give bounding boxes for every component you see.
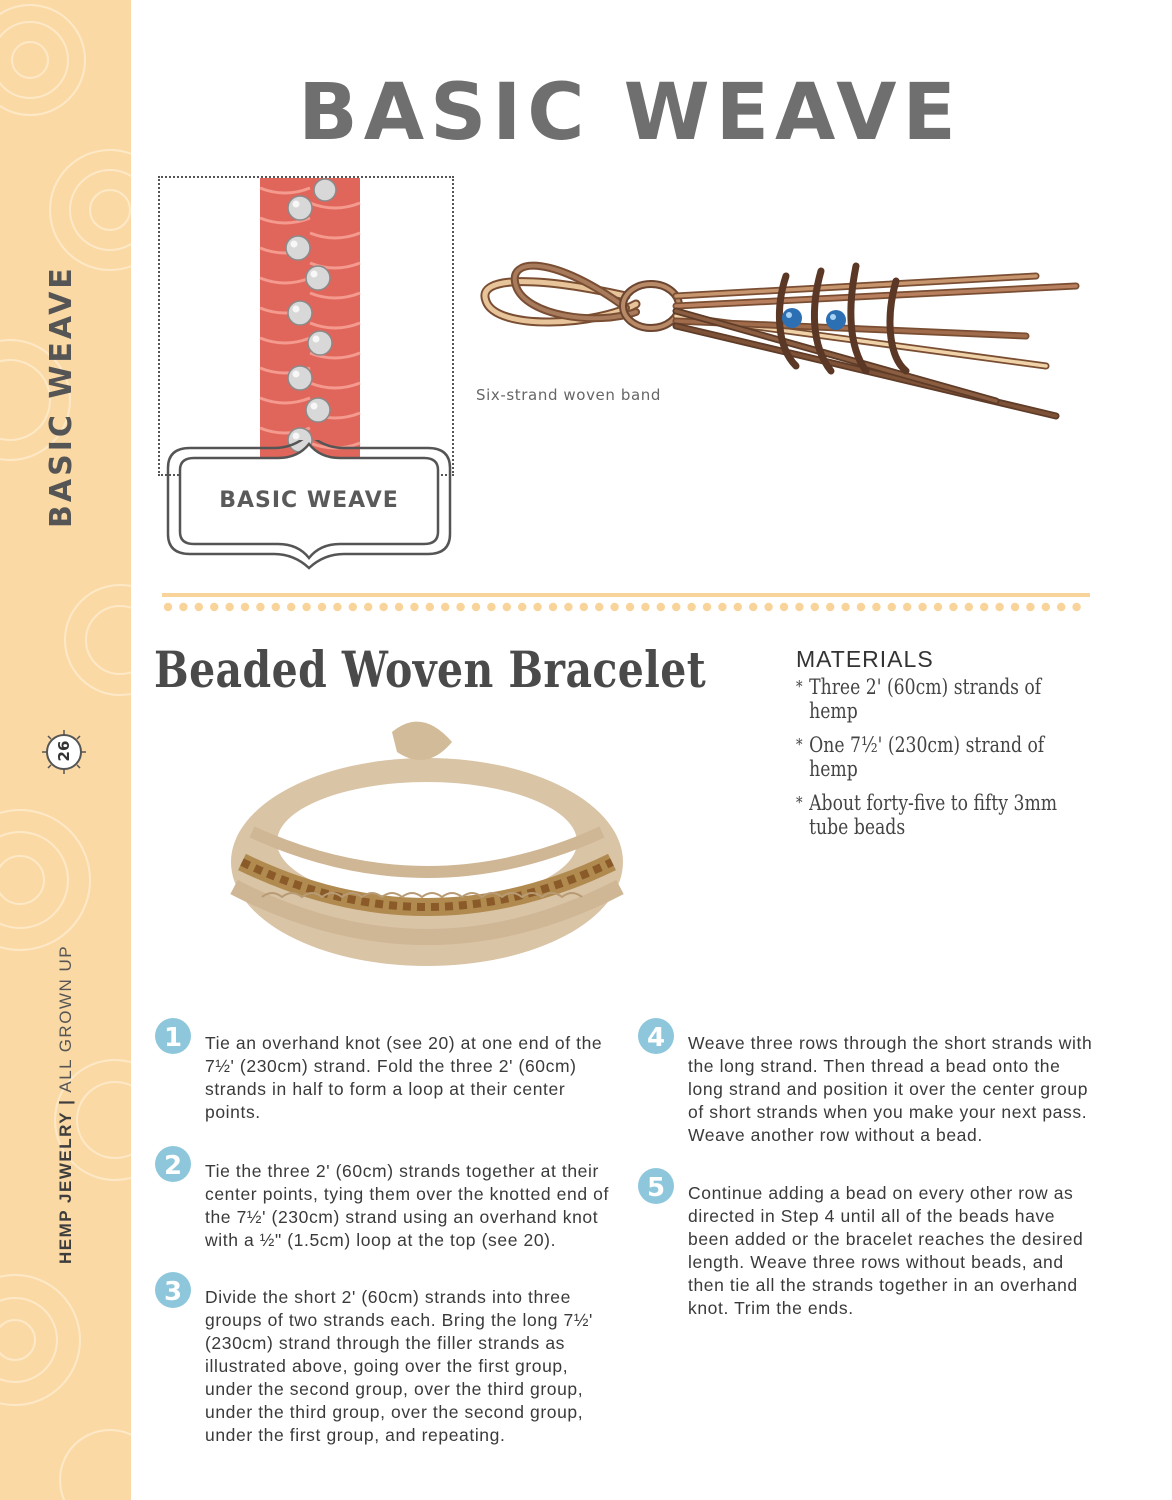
divider-dot (626, 603, 634, 611)
footer-separator: | (56, 1098, 75, 1105)
divider-dot (795, 603, 803, 611)
step-text: Divide the short 2' (60cm) strands into three groups of two strands each. Bring the long 7½' (230cm) strand through the filler strands as illustrated above, going over the first group, under the second group, over the third group, under the third group, over the second group, under the first group, and repeating. (205, 1287, 593, 1445)
divider-dot (441, 603, 449, 611)
divider-dot (780, 603, 788, 611)
step-text: Tie the three 2' (60cm) strands together at their center points, tying them over the knotted end of the 7½' (230cm) strand using an overhand knot with a ½" (1.5cm) loop at the top (see 20). (205, 1161, 609, 1250)
divider-dot (518, 603, 526, 611)
dotted-divider (162, 592, 1090, 614)
divider-dot (549, 603, 557, 611)
sidebar (0, 0, 131, 1500)
bullet-icon: * (796, 735, 803, 754)
svg-text:5: 5 (646, 1173, 666, 1203)
bullet-icon: * (796, 793, 803, 812)
divider-dot (734, 603, 742, 611)
materials-heading: MATERIALS (796, 646, 934, 672)
divider-dot (826, 603, 834, 611)
divider-dot (364, 603, 372, 611)
divider-dot (241, 603, 249, 611)
step-number-badge (155, 1018, 191, 1054)
book-title-footer (56, 944, 82, 1264)
weave-photo (158, 176, 454, 476)
divider-dot (995, 603, 1003, 611)
divider-dot (272, 603, 280, 611)
svg-text:2: 2 (163, 1151, 183, 1181)
book-title: HEMP JEWELRY (56, 1110, 75, 1264)
sidebar-section-title: BASIC WEAVE (44, 265, 79, 528)
step-text: Continue adding a bead on every other row as directed in Step 4 until all of the beads have been added or the bracelet reaches the desired length. Weave three rows without beads, and then tie all the strands together in an overhand knot. Trim the ends. (688, 1183, 1084, 1318)
divider-dot (1057, 603, 1065, 611)
divider-dot (333, 603, 341, 611)
divider-dot (472, 603, 480, 611)
materials-item-text: One 7½' (230cm) strand of hemp (809, 733, 1045, 781)
step-number-badge (155, 1272, 191, 1308)
step-number-badge (638, 1168, 674, 1204)
divider-dot (318, 603, 326, 611)
divider-dot (1042, 603, 1050, 611)
book-subtitle: ALL GROWN UP (56, 944, 75, 1093)
divider-dot (718, 603, 726, 611)
step-number-badge (638, 1018, 674, 1054)
divider-dot (210, 603, 218, 611)
divider-dot (595, 603, 603, 611)
feature-label: BASIC WEAVE (219, 488, 399, 513)
divider-dot (1072, 603, 1080, 611)
divider-dot (580, 603, 588, 611)
divider-dot (487, 603, 495, 611)
diagram-caption: Six-strand woven band (476, 386, 661, 404)
svg-text:4: 4 (646, 1023, 666, 1053)
divider-dot (610, 603, 618, 611)
materials-list (796, 675, 1096, 839)
divider-dot (703, 603, 711, 611)
page-number-badge (42, 730, 86, 774)
divider-dot (934, 603, 942, 611)
materials-item (796, 733, 1058, 781)
svg-text:1: 1 (163, 1023, 183, 1053)
divider-dot (379, 603, 387, 611)
materials-item (796, 791, 1058, 839)
six-strand-diagram (476, 236, 1096, 436)
divider-dot (1011, 603, 1019, 611)
svg-text:3: 3 (163, 1277, 183, 1307)
page-title: BASIC WEAVE (298, 68, 962, 158)
bullet-icon: * (796, 677, 803, 696)
divider-dot (888, 603, 896, 611)
divider-dot (287, 603, 295, 611)
divider-dot (980, 603, 988, 611)
divider-dot (349, 603, 357, 611)
divider-dot (857, 603, 865, 611)
step-text: Weave three rows through the short strands with the long strand. Then thread a bead onto the long strand and position it over the center group of short strands when you make your next pass. Weave another row without a bead. (688, 1033, 1093, 1145)
page-number: 26 (55, 740, 73, 762)
materials-item-text: Three 2' (60cm) strands of hemp (809, 675, 1042, 723)
divider-dot (302, 603, 310, 611)
step-number-badge (155, 1146, 191, 1182)
divider-dot (811, 603, 819, 611)
materials-item (796, 675, 1058, 723)
divider-dot (410, 603, 418, 611)
divider-dot (256, 603, 264, 611)
divider-dot (903, 603, 911, 611)
divider-dot (225, 603, 233, 611)
materials-box (796, 646, 1096, 849)
divider-dot (456, 603, 464, 611)
bracelet-photo (222, 712, 632, 990)
divider-dot (949, 603, 957, 611)
divider-dot (764, 603, 772, 611)
divider-dot (426, 603, 434, 611)
divider-dot (749, 603, 757, 611)
divider-dot (841, 603, 849, 611)
divider-dot (533, 603, 541, 611)
divider-dot (872, 603, 880, 611)
divider-dot (564, 603, 572, 611)
divider-dot (164, 603, 172, 611)
divider-dot (179, 603, 187, 611)
divider-dot (1026, 603, 1034, 611)
divider-dot (503, 603, 511, 611)
divider-dot (965, 603, 973, 611)
materials-item-text: About forty-five to fifty 3mm tube beads (809, 791, 1058, 839)
divider-dot (672, 603, 680, 611)
divider-dot (918, 603, 926, 611)
project-title: Beaded Woven Bracelet (154, 640, 707, 699)
divider-dot (687, 603, 695, 611)
divider-dot (657, 603, 665, 611)
divider-dot (395, 603, 403, 611)
step-text: Tie an overhand knot (see 20) at one end of the 7½' (230cm) strand. Fold the three 2' (60cm) strands in half to form a loop at their center points. (205, 1033, 603, 1122)
divider-dot (195, 603, 203, 611)
divider-dot (641, 603, 649, 611)
